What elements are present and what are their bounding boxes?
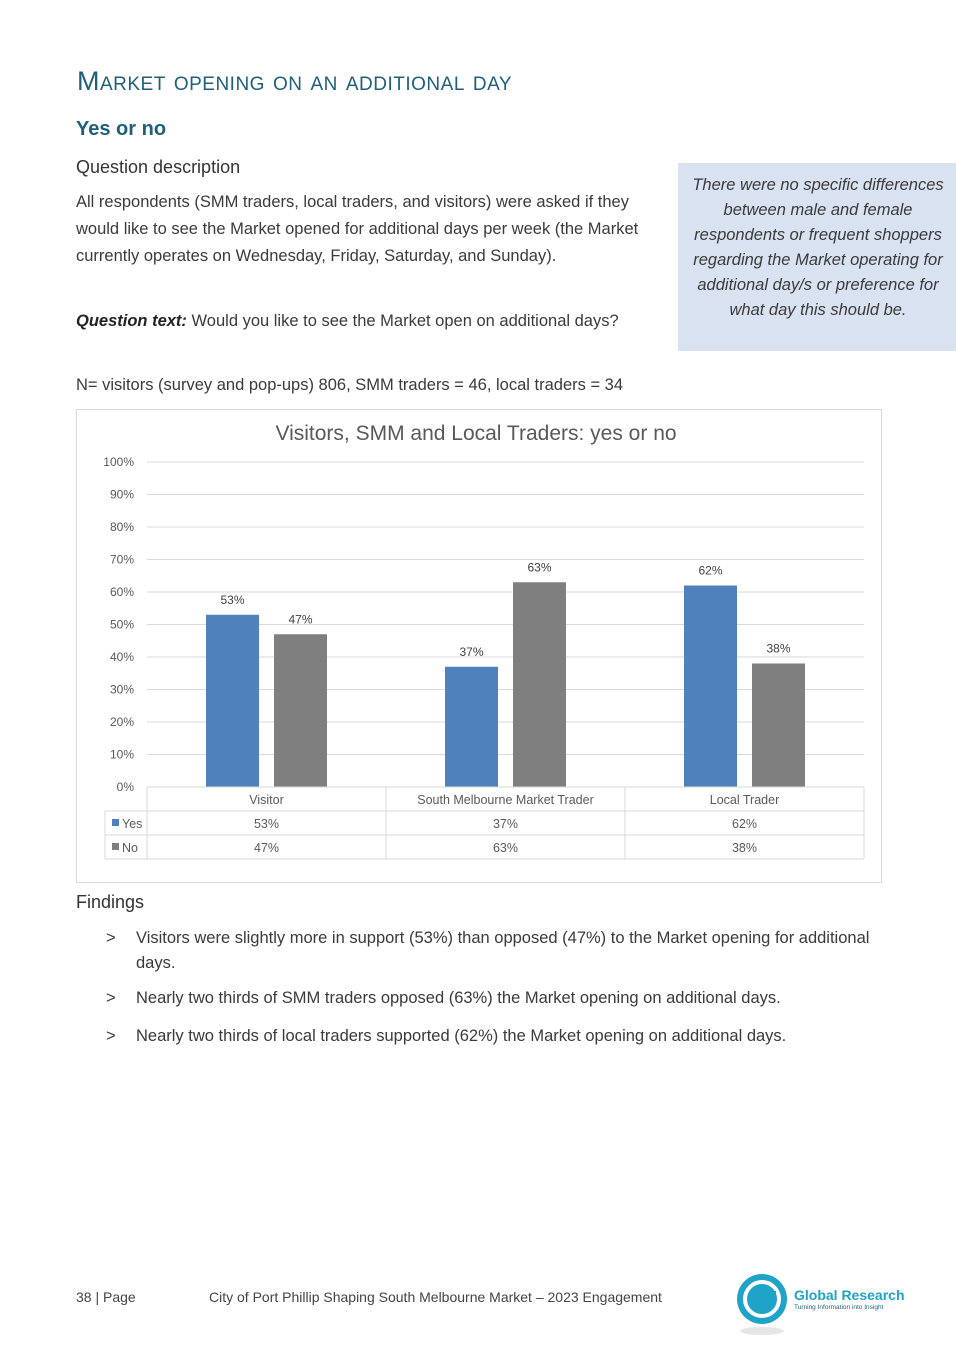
logo-tagline: Turning Information into Insight xyxy=(794,1304,884,1311)
y-tick-label: 30% xyxy=(109,682,134,697)
chart-canvas xyxy=(77,410,881,882)
bar-data-label: 47% xyxy=(288,612,313,627)
bullet-marker: > xyxy=(106,929,116,947)
legend-label: No xyxy=(122,841,138,855)
sample-size-note: N= visitors (survey and pop-ups) 806, SMM traders = 46, local traders = 34 xyxy=(76,376,624,394)
y-tick-label: 90% xyxy=(109,487,134,502)
question-description-text: All respondents (SMM traders, local traders, and visitors) were asked if they would like to see the Market opened for additional days per week (the Market currently operates on Wednesday, Friday, Saturday, and Sunday). xyxy=(76,193,639,265)
logo-mark-icon xyxy=(732,1271,792,1337)
bar-data-label: 53% xyxy=(220,592,245,607)
global-research-logo xyxy=(732,1271,932,1337)
x-category-label: Visitor xyxy=(249,793,284,807)
footer-page-number: 38 | Page xyxy=(76,1289,136,1305)
findings-heading: Findings xyxy=(76,892,145,912)
table-cell: 38% xyxy=(731,841,758,855)
y-tick-label: 10% xyxy=(109,747,134,762)
bar-no xyxy=(513,582,566,787)
bar-data-label: 37% xyxy=(459,644,484,659)
y-tick-label: 40% xyxy=(109,650,134,664)
finding-item xyxy=(106,986,896,1011)
question-text-label: Question text: xyxy=(76,312,187,330)
logo-name: Global Research xyxy=(794,1287,905,1303)
callout-box: There were no specific differences between male and female respondents or frequent shoppers regarding the Market operating for additional day/s or preference for what day this should be. xyxy=(678,163,956,351)
y-tick-label: 80% xyxy=(109,520,134,534)
table-cell: 53% xyxy=(253,817,280,831)
bar-no xyxy=(274,634,327,787)
bar-data-label: 38% xyxy=(766,641,791,656)
finding-text: Nearly two thirds of SMM traders opposed (63%) the Market opening on additional days. xyxy=(136,989,781,1007)
bar-data-label: 63% xyxy=(527,560,552,575)
question-text: Would you like to see the Market open on additional days? xyxy=(186,312,619,330)
table-cell: 63% xyxy=(492,841,519,855)
bar-chart xyxy=(76,409,882,883)
finding-item xyxy=(106,1024,896,1049)
question-description-heading: Question description xyxy=(76,157,241,177)
bullet-marker: > xyxy=(106,1027,116,1045)
y-tick-label: 20% xyxy=(109,715,134,729)
finding-text: Nearly two thirds of local traders supported (62%) the Market opening on additional days. xyxy=(136,1027,787,1045)
legend-label: Yes xyxy=(122,817,143,831)
legend-key-yes xyxy=(112,819,119,826)
footer-document-title: City of Port Phillip Shaping South Melbourne Market – 2023 Engagement xyxy=(209,1289,662,1305)
y-tick-label: 60% xyxy=(109,585,134,599)
bar-yes xyxy=(206,615,259,787)
y-tick-label: 50% xyxy=(109,617,134,632)
table-cell: 62% xyxy=(731,817,758,831)
bar-yes xyxy=(684,586,737,788)
x-category-label: Local Trader xyxy=(709,793,780,807)
section-title: Market opening on an additional day xyxy=(77,66,513,96)
table-cell: 47% xyxy=(253,841,280,855)
y-tick-label: 70% xyxy=(109,552,134,567)
x-category-label: South Melbourne Market Trader xyxy=(417,793,594,807)
y-tick-label: 100% xyxy=(103,455,134,469)
bar-yes xyxy=(445,667,498,787)
table-cell: 37% xyxy=(492,817,519,831)
y-tick-label: 0% xyxy=(116,780,134,794)
bar-no xyxy=(752,664,805,788)
chart-title: Visitors, SMM and Local Traders: yes or no xyxy=(275,422,677,445)
section-subtitle: Yes or no xyxy=(76,118,167,140)
legend-key-no xyxy=(112,843,119,850)
finding-text: Visitors were slightly more in support (53%) than opposed (47%) to the Market opening for additional days. xyxy=(136,929,870,972)
bar-data-label: 62% xyxy=(698,563,723,578)
finding-item xyxy=(106,926,896,976)
question-text-paragraph xyxy=(76,308,646,335)
bullet-marker: > xyxy=(106,989,116,1007)
